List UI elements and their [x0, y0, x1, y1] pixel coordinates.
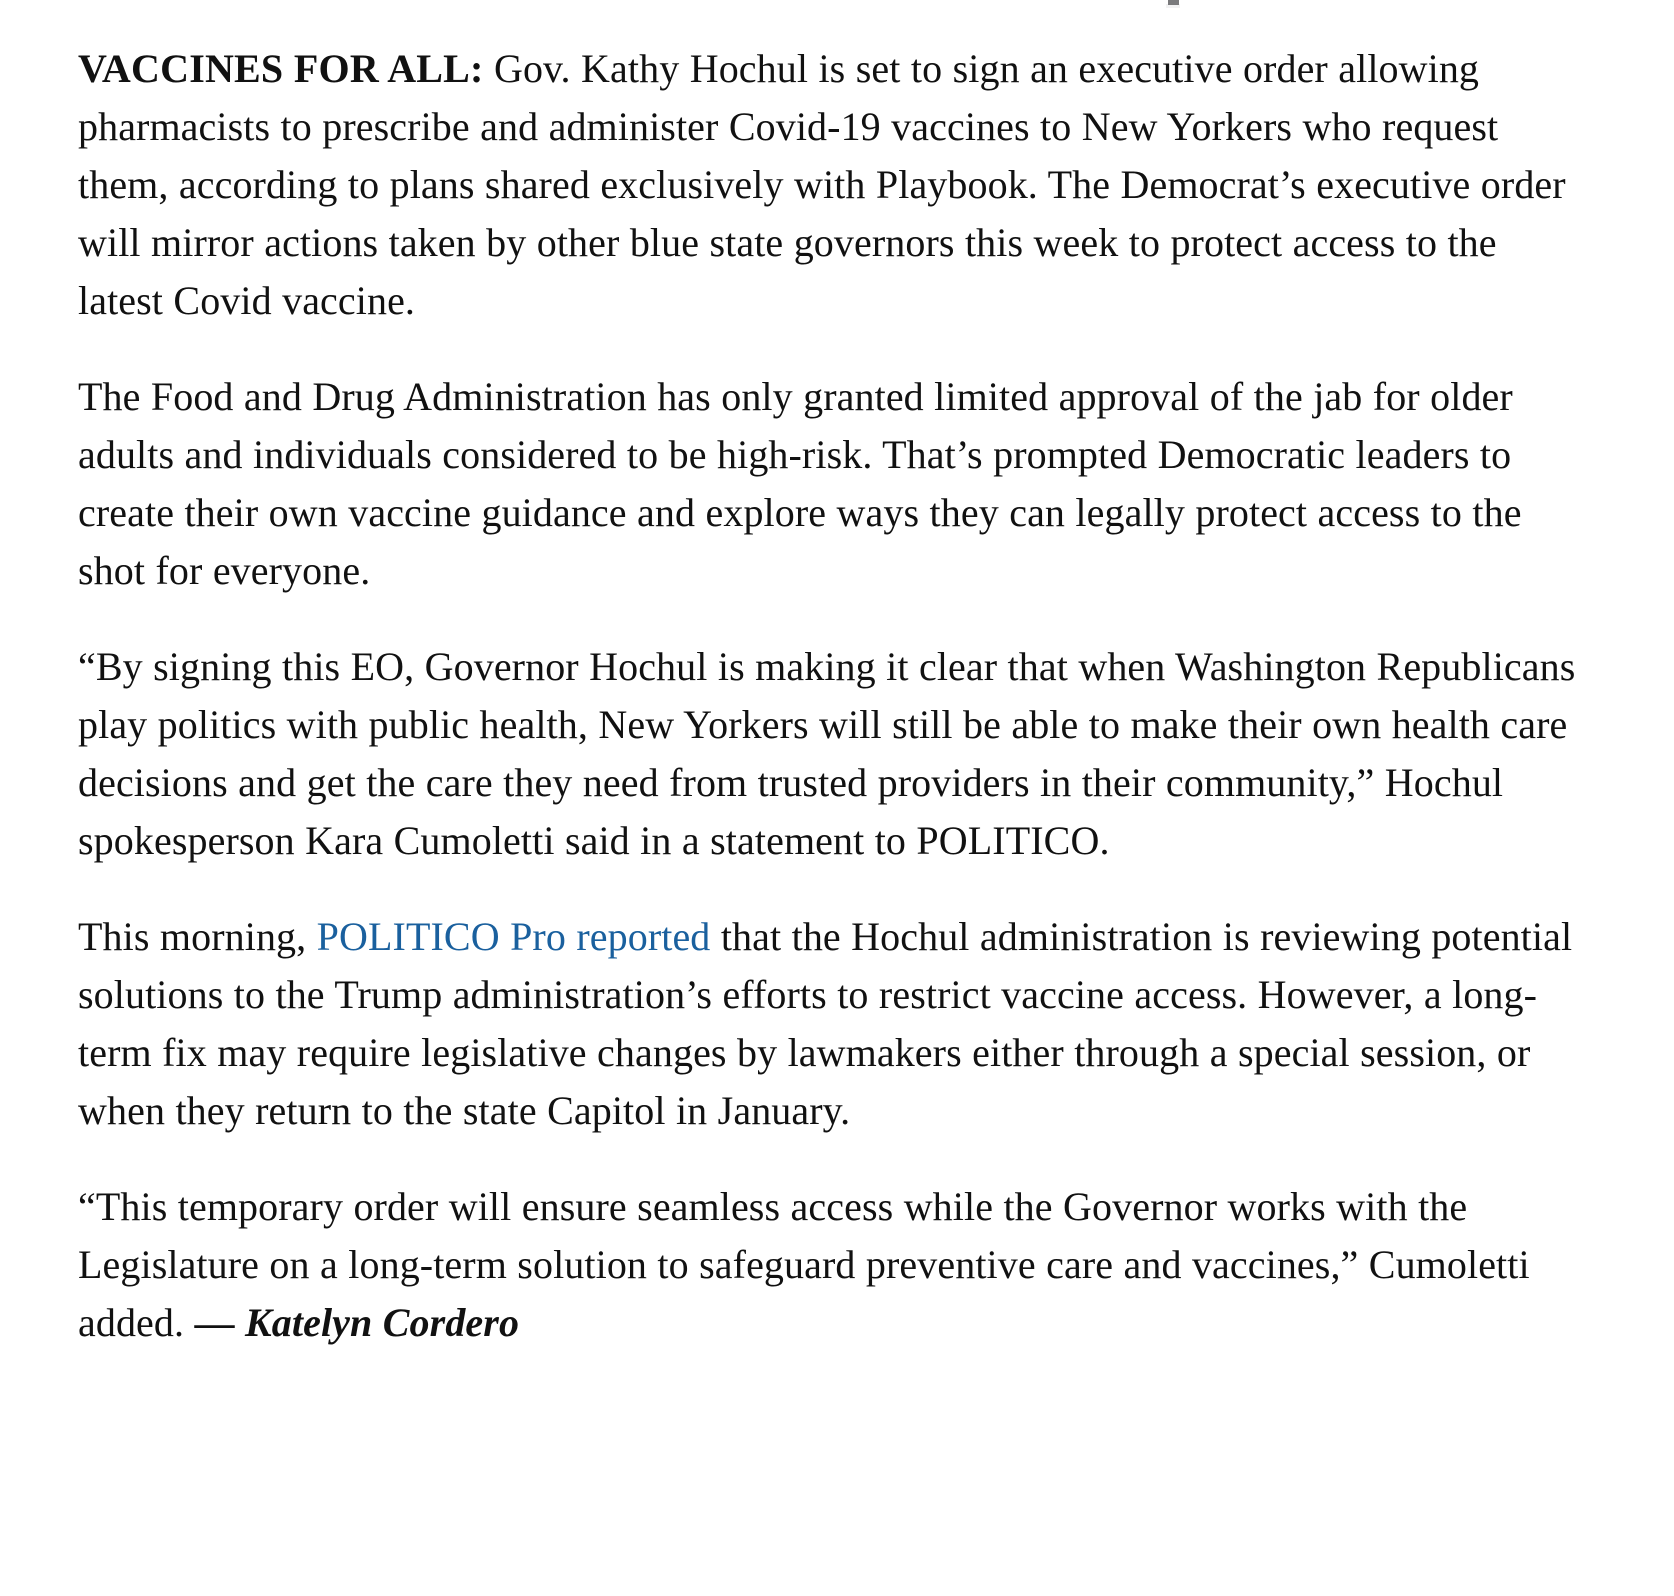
paragraph-1-text: Gov. Kathy Hochul is set to sign an executive order allowing pharmacists to prescribe and administer Covid-19 vaccines to New Yorkers who request them, according to plans shared exclusively with Playbook. The Democrat’s executive order will mirror actions taken by other blue state governors this week to protect access to the latest Covid vaccine. — [78, 46, 1566, 323]
clipped-text-fragment — [1168, 0, 1179, 5]
paragraph-4-text-after-link: that the Hochul administration is reviewing potential solutions to the Trump administration’s efforts to restrict vaccine access. However, a long-term fix may require legislative changes by lawmakers either through a special session, or when they return to the state Capitol in January. — [78, 914, 1573, 1133]
paragraph-3-quote: “By signing this EO, Governor Hochul is making it clear that when Washington Republicans play politics with public health, New Yorkers will still be able to make their own health care decisions and get the care they need from trusted providers in their community,” Hochul spokesperson Kara Cumoletti said in a statement to POLITICO. — [78, 644, 1576, 863]
politico-pro-link[interactable]: POLITICO Pro reported — [316, 914, 711, 959]
lede-label: VACCINES FOR ALL: — [78, 46, 484, 91]
em-dash: — — [194, 1300, 246, 1345]
paragraph-5-closing-quote — [78, 1178, 1578, 1352]
paragraph-4 — [78, 908, 1578, 1140]
author-byline: Katelyn Cordero — [245, 1300, 520, 1345]
paragraph-lede — [78, 0, 1578, 330]
paragraph-4-text-before-link: This morning, — [78, 914, 317, 959]
paragraph-2: The Food and Drug Administration has only granted limited approval of the jab for older adults and individuals considered to be high-risk. That’s prompted Democratic leaders to create their own vaccine guidance and explore ways they can legally protect access to the shot for everyone. — [78, 374, 1522, 593]
paragraph-5-text: “This temporary order will ensure seamless access while the Governor works with the Legislature on a long-term solution to safeguard preventive care and vaccines,” Cumoletti added. — [78, 1184, 1530, 1345]
